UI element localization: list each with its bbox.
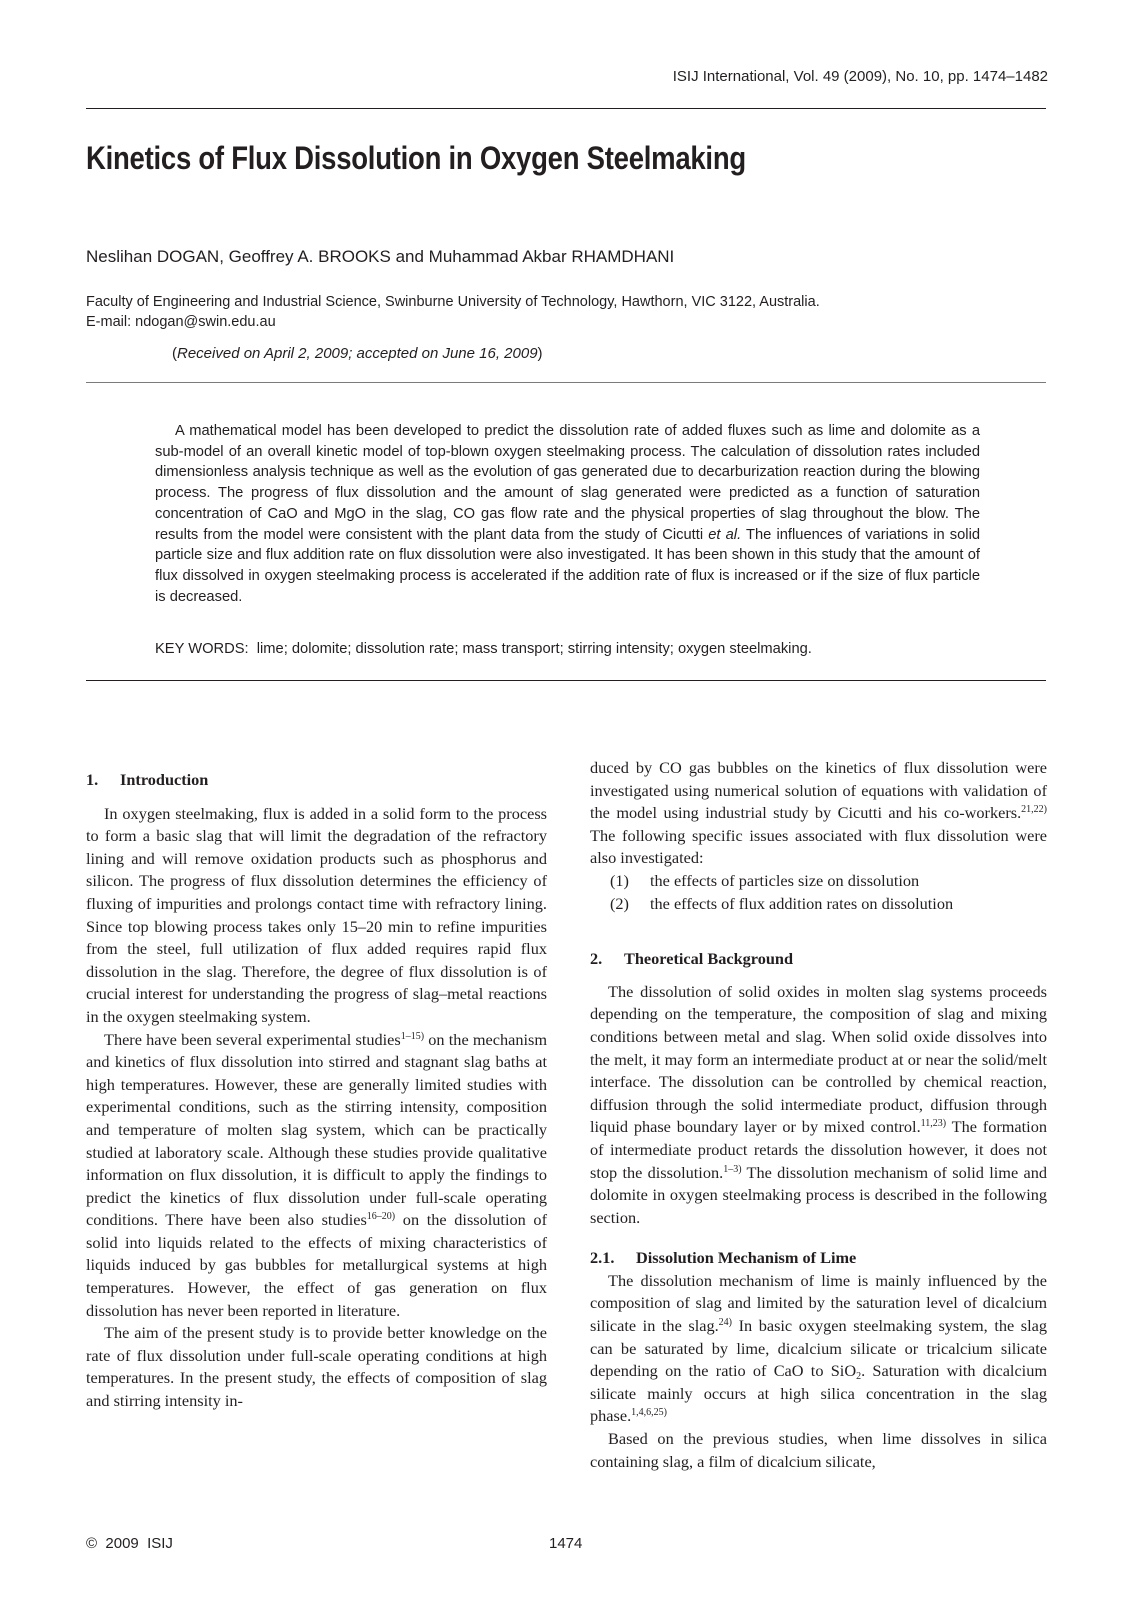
footer-copyright: © 2009 ISIJ [86,1535,173,1552]
section-title: Introduction [120,770,209,789]
affiliation-block [86,292,820,332]
intro-paragraph-2 [86,1029,547,1323]
abstract-top-rule [86,382,1046,383]
list-item [590,893,1047,916]
lime-paragraph-1 [590,1270,1047,1428]
citation[interactable]: 21,22) [1021,804,1047,816]
list-text: the effects of particles size on dissolution [650,870,920,890]
text-run: The formation of intermediate product retards the dissolution however, it does not stop the dissolution. [590,1117,1047,1182]
paper-title: Kinetics of Flux Dissolution in Oxygen Steelmaking [86,140,746,176]
citation[interactable]: 1–15) [400,1030,425,1042]
list-number: (2) [610,893,629,913]
email[interactable]: E-mail: ndogan@swin.edu.au [86,314,276,330]
subsection-title: Dissolution Mechanism of Lime [636,1248,857,1268]
keywords-label: KEY WORDS: [155,641,249,657]
lime-paragraph-2: Based on the previous studies, when lime dissolves in silica containing slag, a film of dicalcium silicate, [590,1429,1047,1471]
section-heading-introduction [86,769,547,792]
received-open-paren: ( [172,345,177,362]
list-item [590,870,1047,893]
intro-paragraph-1: In oxygen steelmaking, flux is added in a solid form to the process to form a basic slag that will limit the degradation of the refractory lining and will remove oxidation products such as phosphorus and silicon. The progress of flux dissolution determines the efficiency of fluxing of impurities and prolongs contact time with refractory lining. Since top blowing process takes only 15–20 min to refine impurities from the steel, full utilization of flux added requires rapid flux dissolution in the slag. Therefore, the degree of flux dissolution is of crucial interest for understanding the progress of slag–metal reactions in the oxygen steelmaking system. [86,803,547,1026]
right-column [590,757,1047,1473]
text-run: on the dissolution of solid into liquids related to the effects of mixing characteristics of liquids induced by gas bubbles for metallurgical systems at high temperatures. However, the effect of gas generation on flux dissolution has never been reported in literature. [86,1210,547,1320]
subscript: 2 [856,1371,862,1383]
citation[interactable]: 1–3) [723,1163,742,1175]
abstract-bottom-rule [86,680,1046,681]
list-number: (1) [610,870,629,890]
abstract-italic: et al. [708,526,742,543]
page-number: 1474 [549,1535,583,1552]
text-run: . Saturation with dicalcium silicate mainly occurs at high silica concentration in the slag phase. [590,1361,1047,1426]
text-run: There have been several experimental studies [104,1029,401,1049]
received-text: Received on April 2, 2009; accepted on June 16, 2009 [177,345,538,362]
section-number: 2. [590,949,603,969]
abstract [155,421,980,607]
text-run: The dissolution mechanism of lime is mainly influenced by the composition of slag and limited by the saturation level of dicalcium silicate in the slag. [590,1270,1047,1336]
header-rule [86,108,1046,109]
authors: Neslihan DOGAN, Geoffrey A. BROOKS and Muhammad Akbar RHAMDHANI [86,247,675,266]
text-run: The dissolution mechanism of solid lime and dolomite in oxygen steelmaking process is described in the following section. [590,1162,1047,1227]
intro-paragraph-3-continued [590,757,1047,870]
subsection-number: 2.1. [590,1248,615,1268]
citation[interactable]: 1,4,6,25) [631,1407,667,1419]
abstract-text [155,421,980,607]
affiliation: Faculty of Engineering and Industrial Science, Swinburne University of Technology, Hawthorn, VIC 3122, Australia. [86,294,820,310]
journal-reference: ISIJ International, Vol. 49 (2009), No. 10, pp. 1474–1482 [672,68,1048,85]
text-run: In basic oxygen steelmaking system, the slag can be saturated by lime, dicalcium silicate or tricalcium silicate depending on the ratio of CaO to SiO [590,1316,1048,1381]
received-dates [172,345,543,362]
citation[interactable]: 24) [718,1317,733,1329]
section-heading-theoretical-background [590,948,1047,971]
text-run: on the mechanism and kinetics of flux dissolution into stirred and stagnant slag baths at high temperatures. However, these are generally limited studies with experimental conditions, such as the stirring intensity, composition and temperature of molten slag system, which can be practically studied at laboratory scale. Although these studies provide qualitative information on flux dissolution, it is difficult to apply the findings to predict the kinetics of flux dissolution under full-scale operating conditions. There have been also studies [86,1029,548,1230]
text-run: The dissolution of solid oxides in molten slag systems proceeds depending on the temperature, the composition of slag and mixing conditions between metal and slag. When solid oxide dissolves into the melt, it may form an intermediate product at or near the solid/melt interface. The dissolution can be controlled by chemical reaction, diffusion through the solid intermediate product, diffusion through liquid phase boundary layer or by mixed control. [590,981,1047,1137]
abstract-part-1: A mathematical model has been developed to predict the dissolution rate of added fluxes such as lime and dolomite as a sub-model of an overall kinetic model of top-blown oxygen steelmaking process. The calculation of dissolution rates included dimensionless analysis technique as well as the evolution of gas generated due to decarburization reaction during the blowing process. The progress of flux dissolution and the amount of slag generated were predicted as a function of saturation concentration of CaO and MgO in the slag, CO gas flow rate and the physical properties of slag throughout the blow. The results from the model were consistent with the plant data from the study of Cicutti [155,423,980,543]
subsection-heading-lime [590,1247,1047,1270]
section-number: 1. [86,770,99,789]
intro-paragraph-3: The aim of the present study is to provide better knowledge on the rate of flux dissolution under full-scale operating conditions at high temperatures. In the present study, the effects of composition of slag and stirring intensity in- [86,1323,547,1411]
received-close-paren: ) [537,345,543,362]
keywords [155,641,812,657]
citation[interactable]: 16–20) [366,1211,396,1223]
left-column [86,769,547,1413]
keywords-text: lime; dolomite; dissolution rate; mass transport; stirring intensity; oxygen steelmaking. [256,641,812,657]
citation[interactable]: 11,23) [920,1118,947,1130]
text-run: The following specific issues associated with flux dissolution were also investigated: [590,825,1047,868]
abstract-part-2: The influences of variations in solid particle size and flux addition rate on flux dissolution were also investigated. It has been shown in this study that the amount of flux dissolved in oxygen steelmaking process is accelerated if the addition rate of flux is increased or if the size of flux particle is decreased. [155,526,980,605]
theory-paragraph [590,981,1047,1230]
section-title: Theoretical Background [624,949,794,969]
text-run: duced by CO gas bubbles on the kinetics of flux dissolution were investigated using numerical solution of equations with validation of the model using industrial study by Cicutti and his co-workers. [590,758,1047,823]
list-text: the effects of flux addition rates on dissolution [650,893,954,913]
